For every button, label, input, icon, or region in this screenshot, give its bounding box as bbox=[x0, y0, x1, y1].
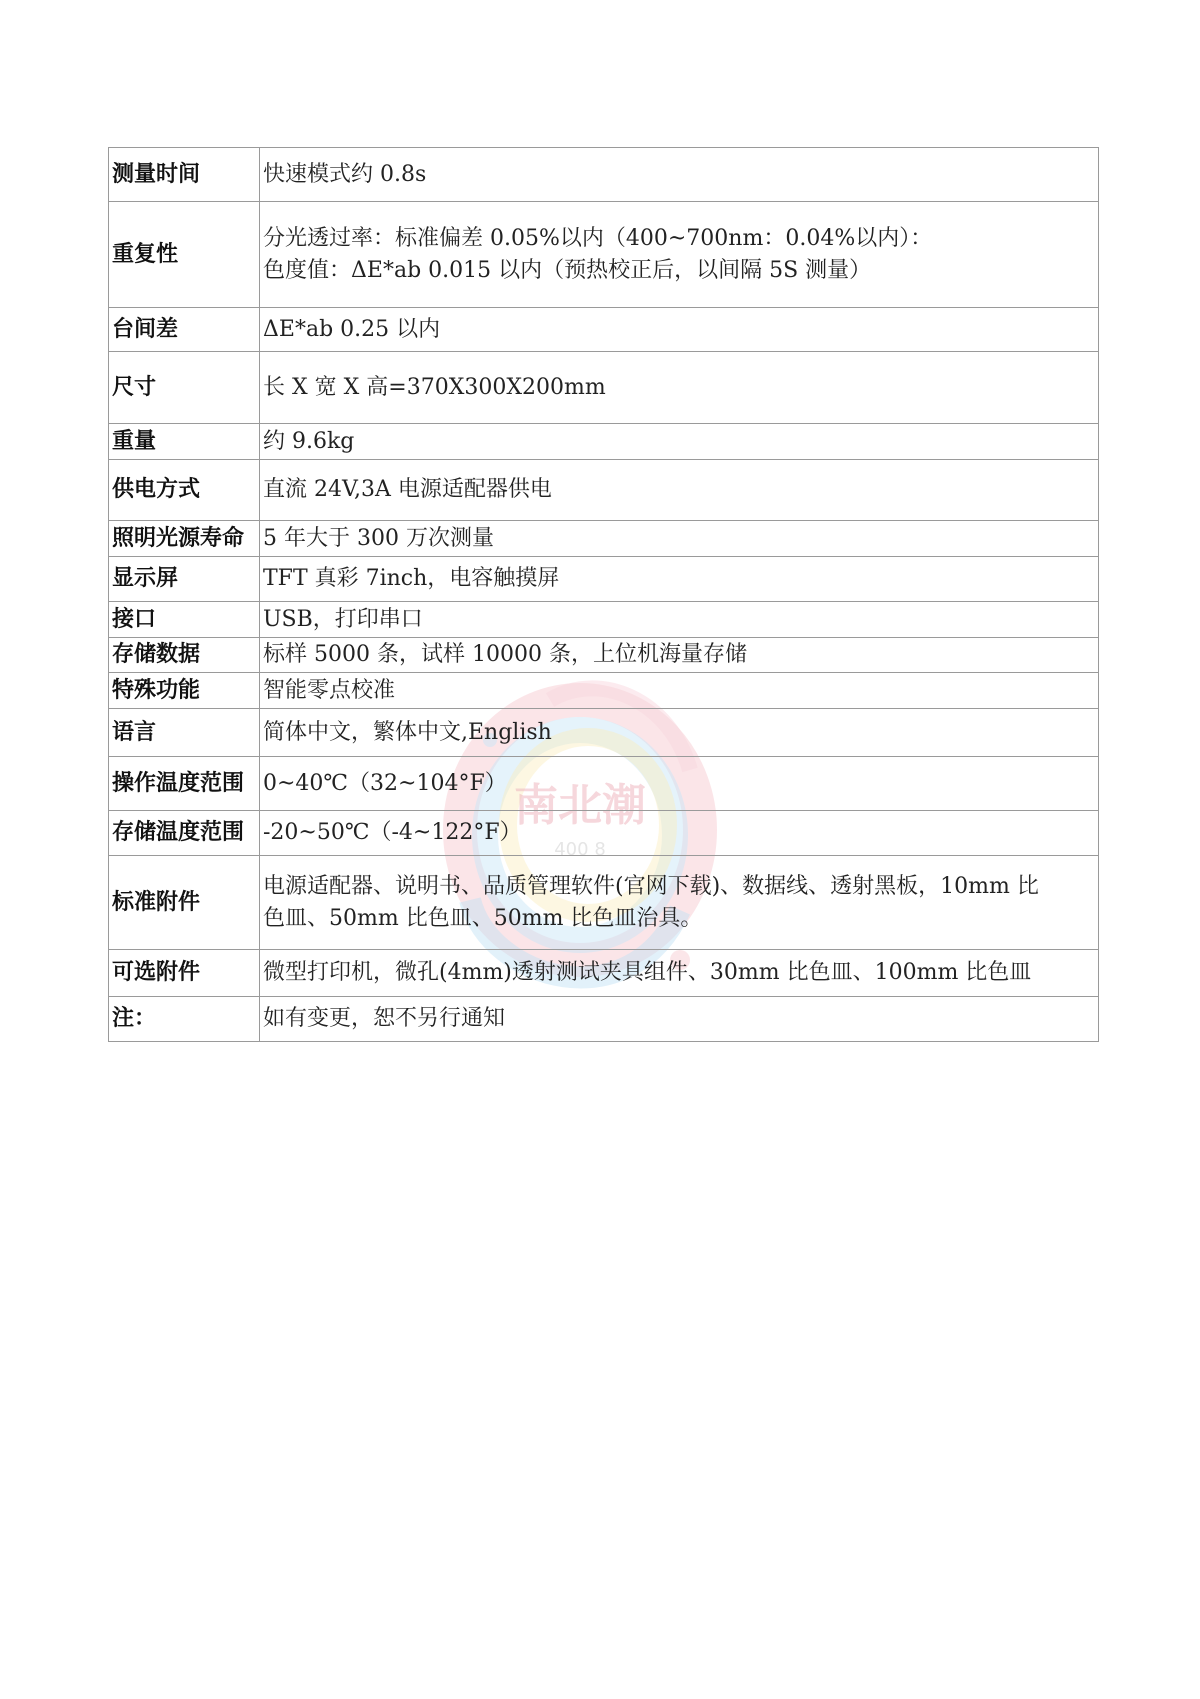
row-value bbox=[260, 709, 1099, 757]
value-line: 长 X 宽 X 高=370X300X200mm bbox=[263, 374, 606, 400]
row-label: 可选附件 bbox=[109, 950, 260, 997]
row-label: 重量 bbox=[109, 424, 260, 460]
table-row bbox=[109, 424, 1099, 460]
value-line: 智能零点校准 bbox=[263, 677, 396, 703]
row-value bbox=[260, 521, 1099, 557]
table-row bbox=[109, 997, 1099, 1042]
value-line: -20~50℃（-4~122°F） bbox=[263, 820, 522, 845]
value-line: 色皿、50mm 比色皿、50mm 比色皿治具。 bbox=[263, 905, 703, 931]
table-row bbox=[109, 602, 1099, 638]
row-label: 操作温度范围 bbox=[109, 757, 260, 811]
table-row bbox=[109, 352, 1099, 424]
row-label: 照明光源寿命 bbox=[109, 521, 260, 557]
value-line: 快速模式约 0.8s bbox=[263, 161, 427, 187]
watermark-text: 南北潮 bbox=[514, 780, 646, 831]
table-row bbox=[109, 673, 1099, 709]
watermark-number: 400 8 bbox=[554, 839, 606, 860]
row-value bbox=[260, 950, 1099, 997]
row-label: 存储数据 bbox=[109, 638, 260, 673]
row-label: 供电方式 bbox=[109, 460, 260, 521]
value-line: 微型打印机，微孔(4mm)透射测试夹具组件、30mm 比色皿、100mm 比色皿 bbox=[263, 960, 1032, 985]
row-value bbox=[260, 424, 1099, 460]
table-row bbox=[109, 638, 1099, 673]
value-line: 标样 5000 条，试样 10000 条，上位机海量存储 bbox=[263, 642, 747, 667]
row-label: 重复性 bbox=[109, 202, 260, 308]
row-value bbox=[260, 352, 1099, 424]
row-value bbox=[260, 638, 1099, 673]
row-value bbox=[260, 673, 1099, 709]
row-value bbox=[260, 202, 1099, 308]
row-label: 标准附件 bbox=[109, 856, 260, 950]
table-row bbox=[109, 148, 1099, 202]
table-row bbox=[109, 521, 1099, 557]
value-line: TFT 真彩 7inch，电容触摸屏 bbox=[263, 566, 560, 591]
table-row bbox=[109, 709, 1099, 757]
table-row bbox=[109, 811, 1099, 856]
table-row bbox=[109, 308, 1099, 352]
table-row bbox=[109, 757, 1099, 811]
value-line: 简体中文，繁体中文,English bbox=[263, 719, 552, 745]
table-row bbox=[109, 202, 1099, 308]
row-label: 显示屏 bbox=[109, 557, 260, 602]
row-label: 存储温度范围 bbox=[109, 811, 260, 856]
row-value bbox=[260, 811, 1099, 856]
row-value bbox=[260, 460, 1099, 521]
value-line: 直流 24V,3A 电源适配器供电 bbox=[263, 477, 552, 502]
row-label: 接口 bbox=[109, 602, 260, 638]
value-line: 约 9.6kg bbox=[263, 428, 355, 454]
table-row bbox=[109, 856, 1099, 950]
row-label: 特殊功能 bbox=[109, 673, 260, 709]
table-row bbox=[109, 557, 1099, 602]
value-line: 电源适配器、说明书、品质管理软件(官网下载)、数据线、透射黑板，10mm 比 bbox=[263, 873, 1039, 899]
row-label: 尺寸 bbox=[109, 352, 260, 424]
row-label: 语言 bbox=[109, 709, 260, 757]
row-label: 台间差 bbox=[109, 308, 260, 352]
value-line: 5 年大于 300 万次测量 bbox=[263, 525, 494, 551]
row-label: 注： bbox=[109, 997, 260, 1042]
row-value bbox=[260, 757, 1099, 811]
value-line: 0~40℃（32~104°F） bbox=[263, 770, 507, 796]
row-value bbox=[260, 602, 1099, 638]
value-line: ΔE*ab 0.25 以内 bbox=[263, 316, 441, 342]
value-line: USB，打印串口 bbox=[263, 606, 423, 632]
table-row bbox=[109, 950, 1099, 997]
value-line: 色度值：ΔE*ab 0.015 以内（预热校正后，以间隔 5S 测量） bbox=[263, 257, 872, 283]
value-line: 如有变更，恕不另行通知 bbox=[263, 1006, 506, 1031]
table-row bbox=[109, 460, 1099, 521]
value-line: 分光透过率：标准偏差 0.05%以内（400~700nm：0.04%以内）： bbox=[263, 225, 933, 251]
row-value bbox=[260, 557, 1099, 602]
row-value bbox=[260, 148, 1099, 202]
row-label: 测量时间 bbox=[109, 148, 260, 202]
row-value bbox=[260, 997, 1099, 1042]
row-value bbox=[260, 308, 1099, 352]
spec-table bbox=[108, 147, 1099, 1042]
row-value bbox=[260, 856, 1099, 950]
